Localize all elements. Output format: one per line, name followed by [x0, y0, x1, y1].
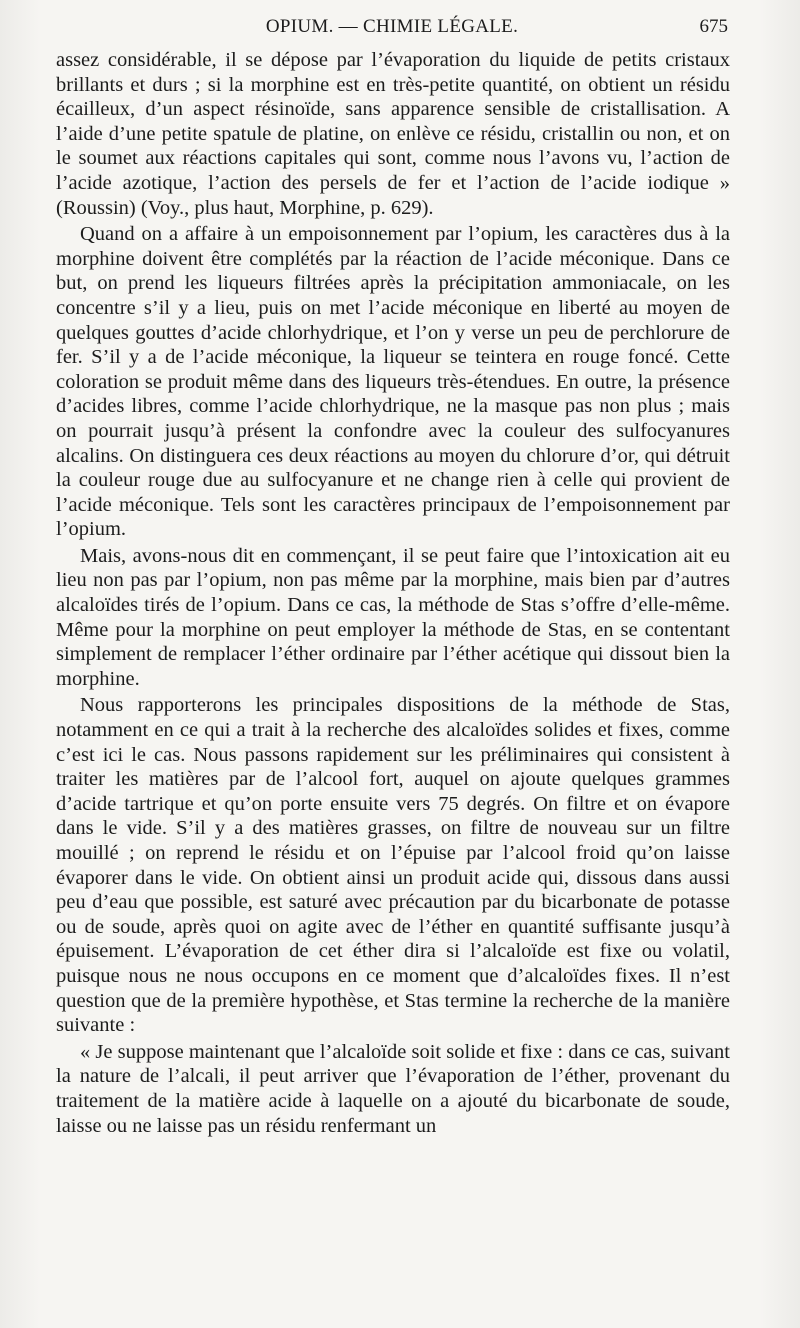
page-header — [56, 16, 728, 44]
paragraph-stas-quote: « Je suppose maintenant que l’alcaloïde soit solide et fixe : dans ce cas, suivant la nature de l’alcali, il peut arriver que l’évaporation de l’éther, provenant du traitement de la matière acide à laquelle on a ajouté du bicarbonate de soude, laisse ou ne laisse pas un résidu renfermant un — [56, 1040, 730, 1137]
paragraph-other-alkaloids: Mais, avons-nous dit en commençant, il se peut faire que l’intoxication ait eu lieu non pas par l’opium, non pas même par la morphine, mais bien par d’autres alcaloïdes tirés de l’opium. Dans ce cas, la méthode de Stas s’offre d’elle-même. Même pour la morphine on peut employer la méthode de Stas, en se contentant simplement de remplacer l’éther ordinaire par l’éther acétique qui dissout bien la morphine. — [56, 544, 730, 690]
paragraph-continued: assez considérable, il se dépose par l’évaporation du liquide de petits cristaux brillants et durs ; si la morphine est en très-petite quantité, on obtient un résidu écailleux, d’un aspect résinoïde, sans apparence sensible de cristallisation. A l’aide d’une petite spatule de platine, on enlève ce résidu, cristallin ou non, et on le soumet aux réactions capitales qui sont, comme nous l’avons vu, l’action de l’acide azotique, l’action des persels de fer et l’action de l’acide iodique » (Roussin) (Voy., plus haut, Morphine, p. 629). — [56, 49, 730, 219]
running-title: OPIUM. — CHIMIE LÉGALE. — [265, 16, 519, 37]
page-number: 675 — [699, 16, 728, 37]
body-text — [56, 48, 730, 1138]
paragraph-meconic-acid: Quand on a affaire à un empoisonnement par l’opium, les caractères dus à la morphine doivent être complétés par la réaction de l’acide méconique. Dans ce but, on prend les liqueurs filtrées après la précipitation ammoniacale, on les concentre s’il y a lieu, puis on met l’acide méconique en liberté au moyen de quelques gouttes d’acide chlorhydrique, et l’on y verse un peu de perchlorure de fer. S’il y a de l’acide méconique, la liqueur se teintera en rouge foncé. Cette coloration se produit même dans des liqueurs très-étendues. En outre, la présence d’acides libres, comme l’acide chlorhydrique, ne la masque pas non plus ; mais on pourrait jusqu’à présent la confondre avec la couleur des sulfocyanures alcalins. On distinguera ces deux réactions au moyen du chlorure d’or, qui détruit la couleur rouge due au sulfocyanure et ne change rien à celle qui provient de l’acide méconique. Tels sont les caractères principaux de l’empoisonnement par l’opium. — [56, 223, 730, 541]
paragraph-stas-method: Nous rapporterons les principales dispositions de la méthode de Stas, notamment en ce qui a trait à la recherche des alcaloïdes solides et fixes, comme c’est ici le cas. Nous passons rapidement sur les préliminaires qui consistent à traiter les matières par de l’alcool fort, auquel on ajoute quelques grammes d’acide tartrique et qu’on porte ensuite vers 75 degrés. On filtre et on évapore dans le vide. S’il y a des matières grasses, on filtre de nouveau sur un filtre mouillé ; on reprend le résidu et on l’épuise par l’alcool froid qu’on laisse évaporer dans le vide. On obtient ainsi un produit acide qui, dissous dans aussi peu d’eau que possible, est saturé avec précaution par du bicarbonate de potasse ou de soude, après quoi on agite avec de l’éther en quantité suffisante jusqu’à épuisement. L’évaporation de cet éther dira si l’alcaloïde est fixe ou volatil, puisque nous ne nous occupons en ce moment que d’alcaloïdes fixes. Il n’est question que de la première hypothèse, et Stas termine la recherche de la manière suivante : — [56, 694, 730, 1037]
